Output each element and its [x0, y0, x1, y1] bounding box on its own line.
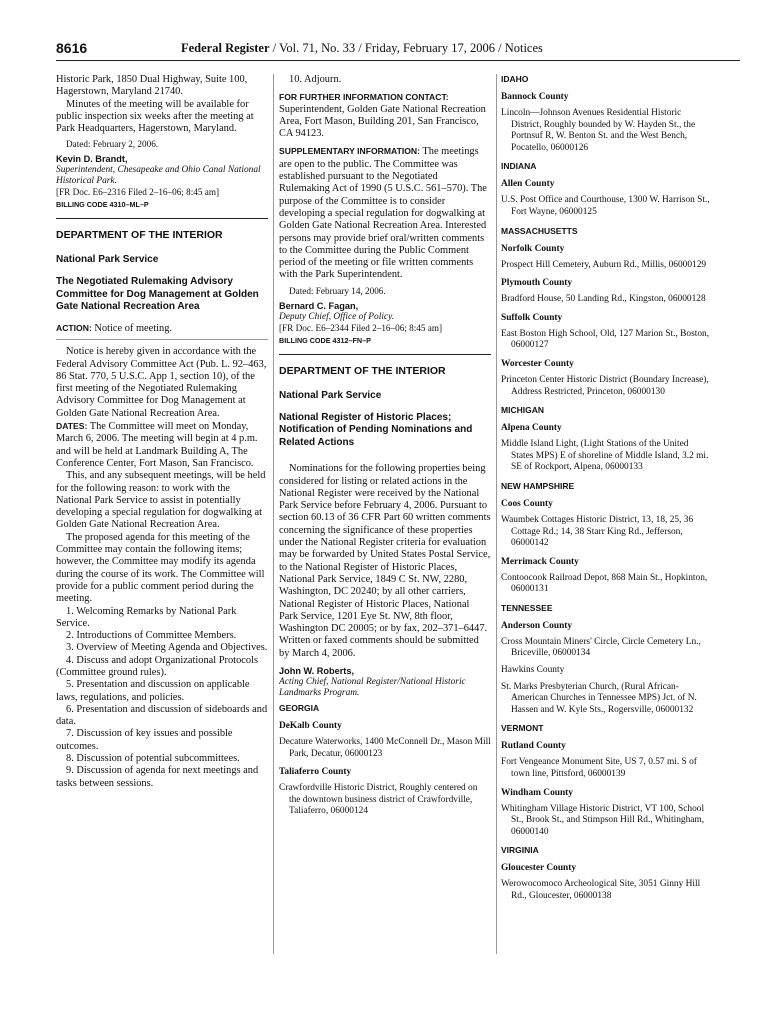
county-heading: Plymouth County — [501, 278, 573, 289]
action-line — [56, 322, 268, 340]
agency-heading: National Park Service — [279, 389, 382, 401]
notice-title: The Negotiated Rulemaking Advisory Committee for Dog Management at Golden Gate National Recreation Area — [56, 276, 259, 313]
county-heading: DeKalb County — [279, 721, 342, 731]
dated-line: Dated: February 14, 2006. — [289, 285, 386, 296]
column-1 — [56, 74, 268, 790]
agenda-item: 2. Introductions of Committee Members. — [66, 630, 237, 642]
column-divider — [273, 74, 274, 954]
agenda-item: 7. Discussion of key issues and possible outcomes. — [56, 728, 233, 752]
state-heading: VIRGINIA — [501, 845, 539, 856]
notice-title: National Register of Historic Places; Notification of Pending Nominations and Related Actions — [279, 411, 473, 448]
section-rule — [279, 354, 491, 355]
property-entry: Prospect Hill Cemetery, Auburn Rd., Millis, 06000129 — [501, 259, 707, 270]
county-heading: Coos County — [501, 498, 553, 509]
agenda-item: 10. Adjourn. — [289, 74, 342, 85]
agenda-item: 5. Presentation and discussion on applicable laws, regulations, and policies. — [56, 679, 250, 703]
property-entry: Werowocomoco Archeological Site, 3051 Ginny Hill Rd., Gloucester, 06000138 — [501, 879, 701, 901]
property-entry: Princeton Center Historic District (Boundary Increase), Address Restricted, Princeton, 06000130 — [501, 374, 709, 397]
signer-name: Kevin D. Brandt, — [56, 154, 128, 165]
column-divider — [496, 74, 497, 954]
signer-title: Acting Chief, National Register/National Historic Landmarks Program. — [279, 677, 466, 698]
county-heading: Taliaferro County — [279, 767, 352, 778]
county-heading: Allen County — [501, 179, 555, 190]
county-heading: Suffolk County — [501, 312, 563, 323]
property-entry: Crawfordville Historic District, Roughly centered on the downtown business district of Crawfordville, Taliaferro, 06000124 — [279, 783, 478, 817]
property-entry: Cross Mountain Miners' Circle, Circle Cemetery Ln., Briceville, 06000134 — [501, 636, 701, 659]
page-header — [56, 40, 740, 61]
agency-heading: National Park Service — [56, 254, 159, 266]
county-heading: Rutland County — [501, 741, 566, 752]
department-heading: DEPARTMENT OF THE INTERIOR — [56, 229, 223, 242]
action-label: ACTION: — [56, 322, 92, 333]
minutes-paragraph: Minutes of the meeting will be available for public inspection six weeks after the meeting at Park Headquarters, Hagerstown, Maryland. — [56, 98, 254, 135]
action-text: Notice of meeting. — [91, 322, 173, 334]
state-heading: MASSACHUSETTS — [501, 225, 578, 236]
county-heading: Anderson County — [501, 620, 573, 631]
fr-doc-line: [FR Doc. E6–2316 Filed 2–16–06; 8:45 am] — [56, 187, 220, 198]
property-entry: Decature Waterworks, 1400 McConnell Dr., Mason Mill Park, Decatur, 06000123 — [279, 737, 491, 759]
agenda-item: 8. Discussion of potential subcommittees. — [66, 753, 240, 765]
fr-doc-line: [FR Doc. E6–2344 Filed 2–16–06; 8:45 am] — [279, 322, 443, 333]
property-entry: Hawkins County — [501, 665, 565, 676]
state-heading: INDIANA — [501, 161, 537, 172]
agenda-item: 6. Presentation and discussion of sideboards and data. — [56, 703, 268, 728]
signer-title: Deputy Chief, Office of Policy. — [279, 311, 395, 322]
state-heading: GEORGIA — [279, 703, 320, 713]
property-entry: Middle Island Light, (Light Stations of the United States MPS) E of shoreline of Middle Island, 3.2 mi. SE of Rockport, Alpena, 06000133 — [501, 439, 709, 473]
supplementary-text: The meetings are open to the public. The Committee was established pursuant to the Negotiated Rulemaking Act of 1990 (5 U.S.C. 561–570). The purpose of the Committee is to consider developing a special regulation for dogwalking at Golden Gate National Recreation Area. Interested persons may provide brief oral/written comments to the Committee during the Public Comment period of the meeting or file written comments with the Park Superintendent. — [279, 146, 487, 281]
page-number: 8616 — [56, 40, 88, 56]
county-heading: Norfolk County — [501, 243, 565, 254]
dates-label: DATES: — [56, 421, 88, 432]
supplementary-paragraph — [279, 145, 491, 281]
dates-paragraph — [56, 420, 268, 470]
agenda-item: 4. Discuss and adopt Organizational Protocols (Committee ground rules). — [56, 654, 259, 678]
department-heading: DEPARTMENT OF THE INTERIOR — [279, 364, 446, 377]
contact-text: Superintendent, Golden Gate National Recreation Area, Fort Mason, Building 201, San Francisco, CA 94123. — [279, 103, 486, 140]
property-entry: Lincoln—Johnson Avenues Residential Historic District, Roughly bounded by W. Hayden St., the Portnsuf R, W. Benton St. and the West Bench, Pocatello, 06000126 — [501, 108, 696, 153]
summary-paragraph: Notice is hereby given in accordance with the Federal Advisory Committee Act (Pub. L. 92–463, 86 Stat. 770, 5 U.S.C. App 1, section 10), of the first meeting of the Negotiated Rulemaking Advisory Committee for Dog Management at Golden Gate National Recreation Area. — [56, 346, 267, 419]
state-heading: IDAHO — [501, 74, 529, 84]
column-3 — [501, 74, 713, 903]
signer-name: John W. Roberts, — [279, 666, 355, 676]
property-entry: Fort Vengeance Monument Site, US 7, 0.57 mi. S of town line, Pittsford, 06000139 — [501, 757, 697, 780]
reason-paragraph: This, and any subsequent meetings, will be held for the following reason: to work with the National Park Service to assist in potentially developing a special regulation for dogwalking at Golden Gate National Recreation Area. — [56, 470, 266, 531]
issue-citation: / Vol. 71, No. 33 / Friday, February 17, 2006 / Notices — [269, 41, 543, 55]
county-heading: Bannock County — [501, 92, 569, 102]
state-heading: MICHIGAN — [501, 405, 544, 416]
property-entry: U.S. Post Office and Courthouse, 1300 W. Harrison St., Fort Wayne, 06000125 — [501, 195, 710, 217]
signer-name: Bernard C. Fagan, — [279, 300, 359, 311]
county-heading: Worcester County — [501, 358, 574, 369]
agenda-intro: The proposed agenda for this meeting of the Committee may contain the following items; however, the Committee may modify its agenda during the course of its work. The Committee will provide for a public comment period during the meeting. — [56, 531, 265, 605]
dated-line: Dated: February 2, 2006. — [66, 139, 159, 150]
state-heading: TENNESSEE — [501, 602, 553, 613]
property-entry: Bradford House, 50 Landing Rd., Kingston, 06000128 — [501, 294, 706, 305]
nominations-paragraph: Nominations for the following properties being considered for listing or related actions in the National Register were received by the National Park Service before February 4, 2006. Pursuant to section 60.13 of 36 CFR Part 60 written comments concerning the significance of these properties under the National Register criteria for evaluation may be forwarded by United States Postal Service, to the National Register of Historic Places, National Park Service, 1849 C St. NW, 2280, Washington, DC 20240; by all other carriers, National Register of Historic Places, National Park Service, 1201 Eye St. NW, 8th floor, Washington DC 20005; or by fax, 202–371–6447. Written or faxed comments should be submitted by March 4, 2006. — [279, 463, 491, 659]
property-entry: Contoocook Railroad Depot, 868 Main St., Hopkinton, 06000131 — [501, 572, 708, 595]
header-citation — [181, 41, 543, 56]
state-heading: NEW HAMPSHIRE — [501, 480, 575, 491]
supplementary-label: SUPPLEMENTARY INFORMATION: — [279, 146, 420, 157]
county-heading: Merrimack County — [501, 556, 579, 567]
property-entry: East Boston High School, Old, 127 Marion St., Boston, 06000127 — [501, 328, 710, 351]
journal-name: Federal Register — [181, 41, 270, 55]
billing-code: BILLING CODE 4312–FN–P — [279, 335, 371, 345]
property-entry: Waumbek Cottages Historic District, 13, 18, 25, 36 Cottage Rd.; 14, 38 Starr King Rd., Jefferson, 06000142 — [501, 514, 694, 549]
agenda-item: 1. Welcoming Remarks by National Park Service. — [56, 605, 237, 629]
county-heading: Alpena County — [501, 423, 562, 434]
property-entry: Whitingham Village Historic District, VT 100, School St., Brook St., and Stimpson Hill Rd., Whitingham, 06000140 — [501, 803, 705, 837]
billing-code: BILLING CODE 4310–ML–P — [56, 200, 149, 210]
signer-title: Superintendent, Chesapeake and Ohio Canal National Historical Park. — [56, 165, 261, 187]
agenda-item: 3. Overview of Meeting Agenda and Objectives. — [66, 642, 268, 654]
column-2 — [279, 74, 491, 818]
continued-text: Historic Park, 1850 Dual Highway, Suite 100, Hagerstown, Maryland 21740. — [56, 74, 248, 98]
dates-text: The Committee will meet on Monday, March 6, 2006. The meeting will begin at 4 p.m. and will be held at Landmark Building A, The Conference Center, Fort Mason, San Francisco. — [56, 421, 258, 469]
contact-label: FOR FURTHER INFORMATION CONTACT: — [279, 92, 449, 103]
county-heading: Gloucester County — [501, 863, 577, 874]
agenda-item: 9. Discussion of agenda for next meetings and tasks between sessions. — [56, 765, 259, 789]
state-heading: VERMONT — [501, 723, 544, 734]
property-entry: St. Marks Presbyterian Church, (Rural African-American Churches in Tennessee MPS) Jct. of N. Hassen and W. Kyle Sts., Rogersville, 06000132 — [501, 681, 697, 715]
section-rule — [56, 218, 268, 219]
county-heading: Windham County — [501, 787, 573, 798]
